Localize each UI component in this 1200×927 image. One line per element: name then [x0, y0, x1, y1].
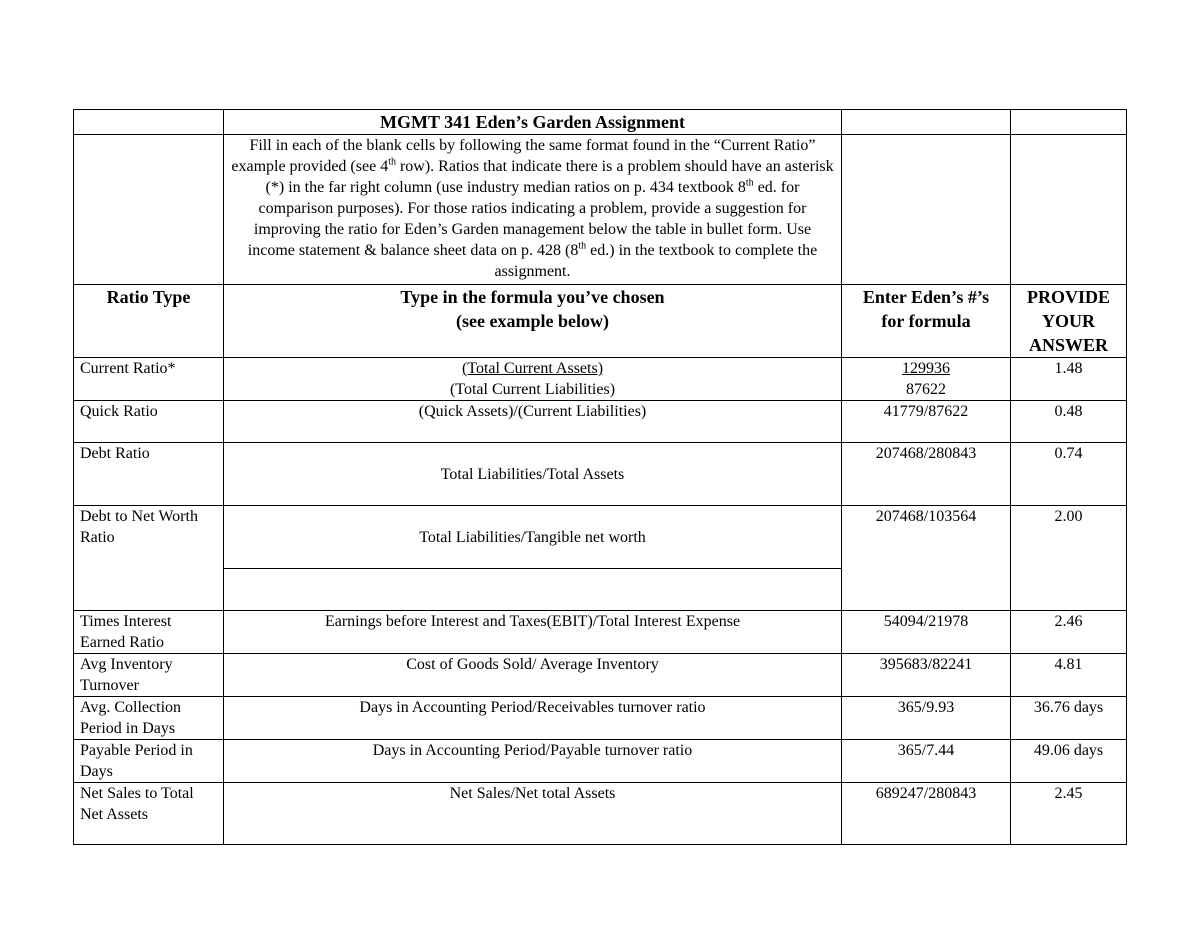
- table-row: [74, 401, 1127, 443]
- header-formula-line2: (see example below): [456, 311, 609, 331]
- header-ratio-type: Ratio Type: [74, 285, 224, 358]
- ratio-name: Quick Ratio: [74, 401, 224, 443]
- blank-cell[interactable]: [74, 110, 224, 135]
- header-formula: [224, 285, 842, 358]
- assignment-title: MGMT 341 Eden’s Garden Assignment: [224, 110, 842, 135]
- instructions-text-2: row). Ratios that indicate there is a problem should have an asterisk (*) in the far right column (use industry median ratios on p. 434 textbook 8: [265, 158, 834, 196]
- ordinal-suffix: th: [578, 240, 587, 252]
- numbers-cell[interactable]: 41779/87622: [842, 401, 1011, 443]
- instructions-text-1: Fill in each of the blank cells by following the same format found in the “Current Ratio” example provided (see 4: [231, 137, 816, 175]
- ordinal-suffix: th: [745, 177, 754, 189]
- answer-cell[interactable]: 2.00: [1011, 506, 1127, 611]
- formula-cell[interactable]: Days in Accounting Period/Receivables turnover ratio: [224, 697, 842, 740]
- ratio-name: Avg. Collection Period in Days: [74, 697, 224, 740]
- blank-cell[interactable]: [842, 110, 1011, 135]
- numbers-cell: [842, 358, 1011, 401]
- blank-cell[interactable]: [74, 135, 224, 285]
- ordinal-suffix: th: [388, 156, 396, 168]
- header-edens-numbers: [842, 285, 1011, 358]
- assignment-instructions: [224, 135, 842, 285]
- ratio-name: Payable Period in Days: [74, 740, 224, 783]
- blank-cell[interactable]: [1011, 135, 1127, 285]
- answer-cell[interactable]: 36.76 days: [1011, 697, 1127, 740]
- table-row: [74, 697, 1127, 740]
- instructions-row: [74, 135, 1127, 285]
- header-edens-line2: for formula: [881, 311, 971, 331]
- table-row: [74, 358, 1127, 401]
- ratio-name: Net Sales to Total Net Assets: [74, 783, 224, 845]
- numbers-cell[interactable]: 395683/82241: [842, 654, 1011, 697]
- formula-cell[interactable]: Days in Accounting Period/Payable turnover ratio: [224, 740, 842, 783]
- formula-cell[interactable]: (Quick Assets)/(Current Liabilities): [224, 401, 842, 443]
- answer-cell[interactable]: 0.48: [1011, 401, 1127, 443]
- numbers-cell[interactable]: 207468/103564: [842, 506, 1011, 611]
- numbers-cell[interactable]: 689247/280843: [842, 783, 1011, 845]
- ratio-assignment-table: [73, 109, 1127, 845]
- formula-cell: [224, 358, 842, 401]
- formula-cell[interactable]: Cost of Goods Sold/ Average Inventory: [224, 654, 842, 697]
- ratio-name: Times Interest Earned Ratio: [74, 611, 224, 654]
- formula-cell[interactable]: Total Liabilities/Total Assets: [224, 443, 842, 506]
- header-answer: PROVIDE YOUR ANSWER: [1011, 285, 1127, 358]
- header-edens-line1: Enter Eden’s #’s: [862, 287, 990, 307]
- answer-cell[interactable]: 2.46: [1011, 611, 1127, 654]
- formula-numerator: (Total Current Assets): [461, 360, 604, 377]
- numbers-cell[interactable]: 54094/21978: [842, 611, 1011, 654]
- answer-cell[interactable]: 49.06 days: [1011, 740, 1127, 783]
- ratio-name: Current Ratio*: [74, 358, 224, 401]
- formula-cell[interactable]: Earnings before Interest and Taxes(EBIT)/Total Interest Expense: [224, 611, 842, 654]
- formula-cell[interactable]: Total Liabilities/Tangible net worth: [224, 506, 842, 569]
- table-row: [74, 654, 1127, 697]
- ratio-name: Avg Inventory Turnover: [74, 654, 224, 697]
- instructions-text-3: ed. for comparison purposes). For those ratios indicating a problem, provide a suggestion for improving the ratio for Eden’s Garden management below the table in bullet form. Use income statement & balance sheet data on p. 428 (8: [247, 179, 812, 259]
- table-row: [74, 783, 1127, 845]
- ratio-name: Debt Ratio: [74, 443, 224, 506]
- numbers-denominator: 87622: [906, 381, 946, 398]
- answer-cell[interactable]: 4.81: [1011, 654, 1127, 697]
- blank-cell[interactable]: [1011, 110, 1127, 135]
- table-row: [74, 611, 1127, 654]
- title-row: [74, 110, 1127, 135]
- ratio-name: Debt to Net Worth Ratio: [74, 506, 224, 611]
- numbers-cell[interactable]: 365/7.44: [842, 740, 1011, 783]
- header-row: [74, 285, 1127, 358]
- blank-cell[interactable]: [224, 569, 842, 611]
- formula-denominator: (Total Current Liabilities): [449, 381, 616, 398]
- answer-cell[interactable]: 1.48: [1011, 358, 1127, 401]
- formula-cell[interactable]: Net Sales/Net total Assets: [224, 783, 842, 845]
- table-row: [74, 740, 1127, 783]
- header-formula-line1: Type in the formula you’ve chosen: [400, 287, 665, 307]
- answer-cell[interactable]: 0.74: [1011, 443, 1127, 506]
- answer-cell[interactable]: 2.45: [1011, 783, 1127, 845]
- table-row: [74, 506, 1127, 569]
- table-row: [74, 443, 1127, 506]
- numbers-cell[interactable]: 207468/280843: [842, 443, 1011, 506]
- instructions-text-4: ed.) in the textbook to complete the assignment.: [494, 242, 818, 280]
- numbers-cell[interactable]: 365/9.93: [842, 697, 1011, 740]
- numbers-numerator: 129936: [902, 360, 950, 377]
- blank-cell[interactable]: [842, 135, 1011, 285]
